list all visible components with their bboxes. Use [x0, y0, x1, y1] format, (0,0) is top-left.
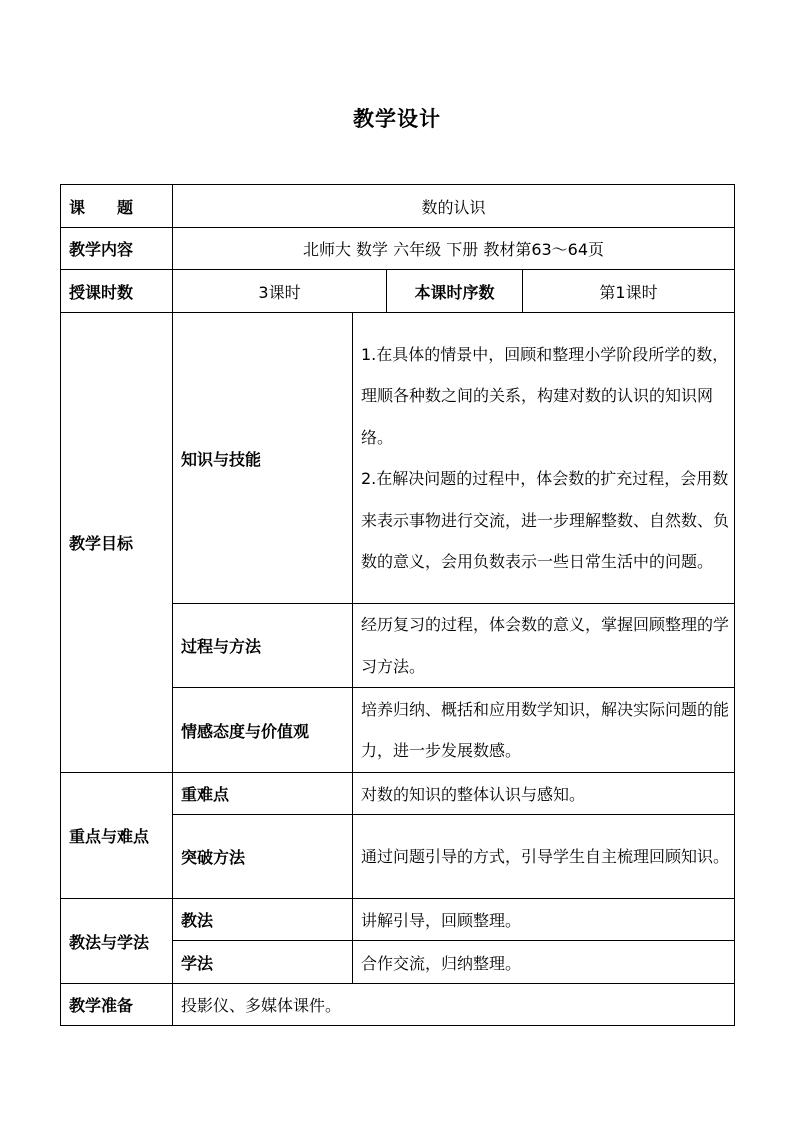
process-label: 过程与方法 — [173, 604, 353, 688]
topic-value: 数的认识 — [173, 185, 735, 228]
table-row — [61, 228, 735, 270]
emotion-text — [353, 688, 735, 773]
table-row — [61, 899, 735, 941]
breakthrough-text — [353, 815, 735, 899]
knowledge-point-1: 1.在具体的情景中，回顾和整理小学阶段所学的数，理顺各种数之间的关系，构建对数的认识的知识网络。 — [361, 344, 729, 447]
emotion-label: 情感态度与价值观 — [173, 688, 353, 773]
breakthrough-label: 突破方法 — [173, 815, 353, 899]
table-row — [61, 270, 735, 313]
preparation-text: 投影仪、多媒体课件。 — [173, 984, 735, 1026]
methods-label: 教法与学法 — [61, 899, 173, 984]
knowledge-label: 知识与技能 — [173, 313, 353, 604]
learning-method-label: 学法 — [173, 941, 353, 984]
knowledge-point-2: 2.在解决问题的过程中，体会数的扩充过程，会用数来表示事物进行交流，进一步理解整数、自然数、负数的意义，会用负数表示一些日常生活中的问题。 — [361, 469, 730, 571]
table-row — [61, 984, 735, 1026]
lesson-order-label: 本课时序数 — [387, 270, 523, 313]
objectives-label: 教学目标 — [61, 313, 173, 773]
breakthrough-text-body: 通过问题引导的方式，引导学生自主梳理回顾知识。 — [361, 846, 730, 866]
lesson-order-value: 第1课时 — [523, 270, 735, 313]
page-title: 教学设计 — [353, 107, 441, 131]
process-text-body: 经历复习的过程，体会数的意义，掌握回顾整理的学习方法。 — [361, 615, 730, 676]
preparation-label: 教学准备 — [61, 984, 173, 1026]
table-row — [61, 773, 735, 815]
content-label: 教学内容 — [61, 228, 173, 270]
learning-method-text: 合作交流，归纳整理。 — [353, 941, 735, 984]
topic-label: 课 题 — [61, 185, 173, 228]
teaching-method-text: 讲解引导，回顾整理。 — [353, 899, 735, 941]
hours-value: 3课时 — [173, 270, 387, 313]
table-row — [61, 313, 735, 604]
lesson-plan-table — [60, 184, 735, 1026]
emotion-text-body: 培养归纳、概括和应用数学知识，解决实际问题的能力，进一步发展数感。 — [361, 699, 730, 760]
teaching-method-label: 教法 — [173, 899, 353, 941]
content-value: 北师大 数学 六年级 下册 教材第63～64页 — [173, 228, 735, 270]
key-points-label: 重点与难点 — [61, 773, 173, 899]
process-text — [353, 604, 735, 688]
table-row — [61, 185, 735, 228]
focus-text: 对数的知识的整体认识与感知。 — [353, 773, 735, 815]
focus-label: 重难点 — [173, 773, 353, 815]
knowledge-text — [353, 313, 735, 604]
hours-label: 授课时数 — [61, 270, 173, 313]
